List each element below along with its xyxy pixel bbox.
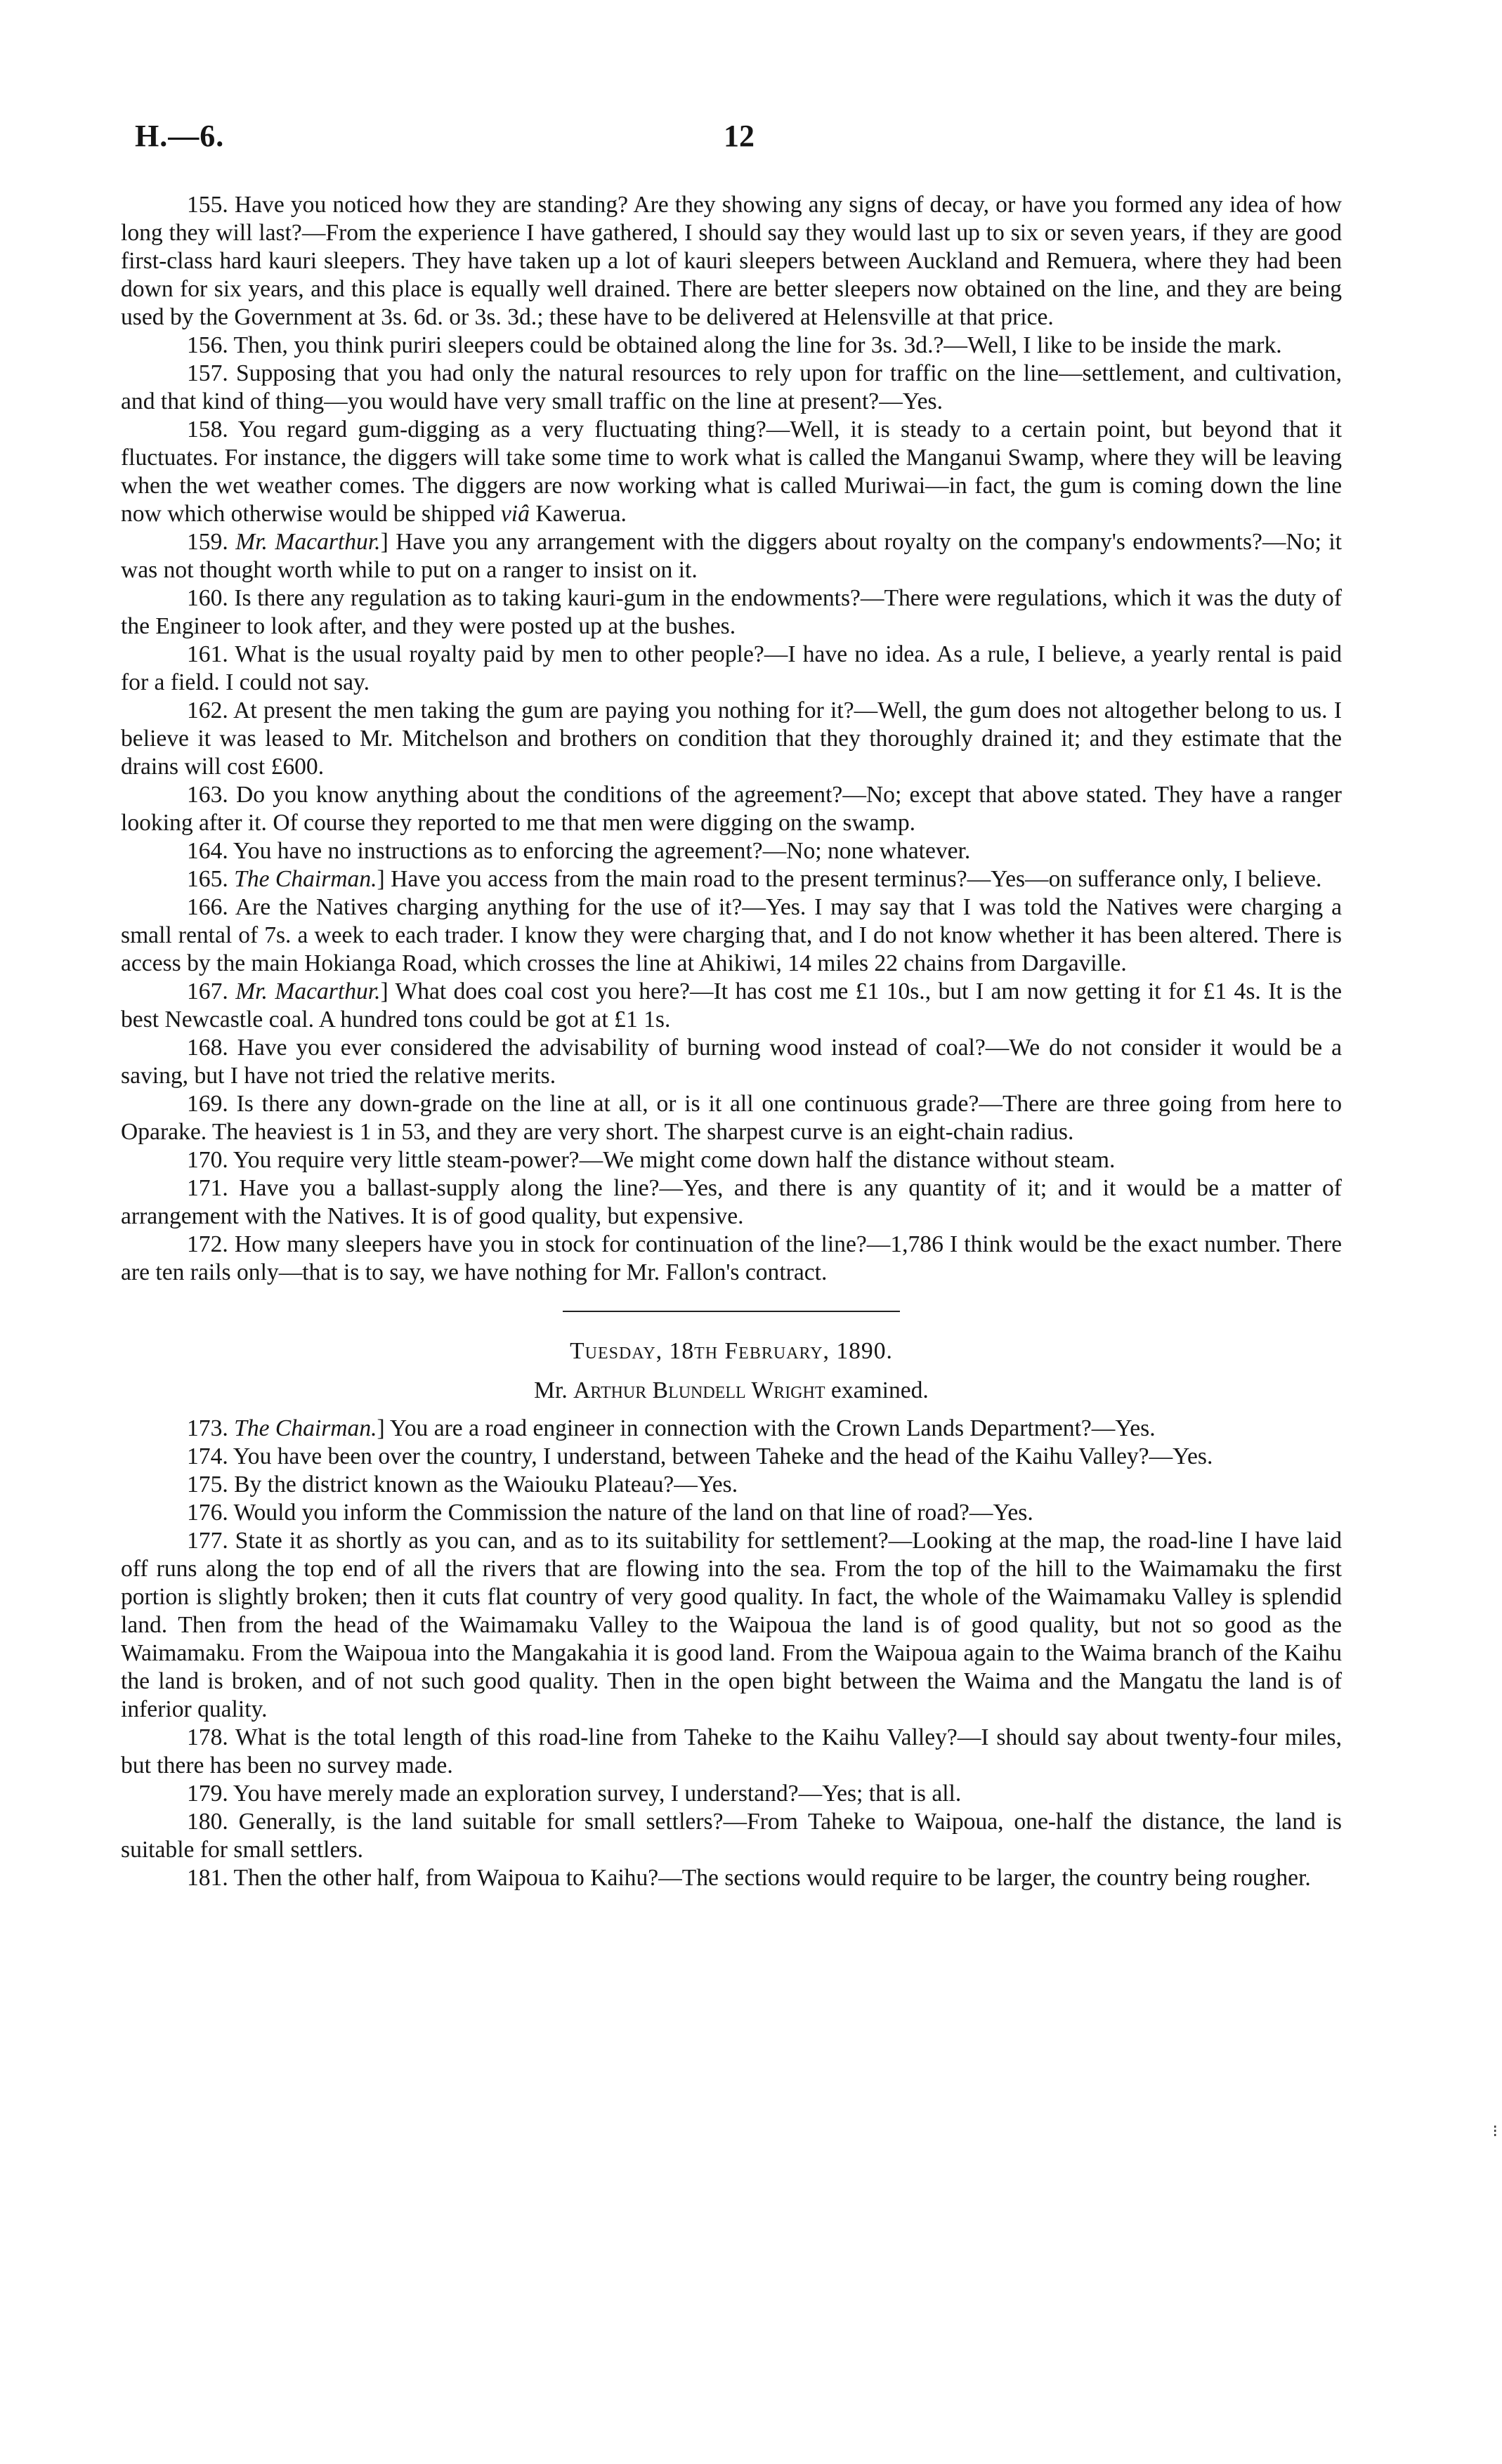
speaker-name: Mr. Macarthur. — [235, 529, 381, 555]
paragraph-165-number: 165. — [187, 866, 235, 892]
paragraph-174: 174. You have been over the country, I understand, between Taheke and the head of the Kaihu Valley?—Yes. — [187, 1443, 1213, 1469]
speaker-name: Mr. Macarthur. — [235, 978, 381, 1004]
paragraph-158-end: Kawerua. — [529, 501, 627, 527]
paragraph-158-italic: viâ — [500, 501, 530, 527]
paragraph-156: 156. Then, you think puriri sleepers could be obtained along the line for 3s. 3d.?—Well, I like to be inside the mark. — [187, 332, 1282, 358]
page-number: 12 — [724, 119, 755, 153]
witness-suffix: examined. — [825, 1377, 929, 1403]
paragraph-178: 178. What is the total length of this road-line from Taheke to the Kaihu Valley?—I should say about twenty-four miles, but there has been no survey made. — [121, 1724, 1342, 1778]
speaker-name: The Chairman. — [234, 866, 377, 892]
paragraph-170: 170. You require very little steam-power?—We might come down half the distance without steam. — [187, 1147, 1116, 1173]
paragraph-172: 172. How many sleepers have you in stock for continuation of the line?—1,786 I think would be the exact number. There are ten rails only—that is to say, we have nothing for Mr. Fallon's contract. — [121, 1231, 1342, 1285]
document-reference: H.—6. — [135, 119, 225, 153]
paragraph-162: 162. At present the men taking the gum are paying you nothing for it?—Well, the gum does not altogether belong to us. I believe it was leased to Mr. Mitchelson and brothers on condition that they thoroughly drained it; and they estimate that the drains will cost £600. — [121, 697, 1342, 780]
section-divider — [563, 1311, 900, 1312]
paragraph-173 — [121, 1415, 1342, 1443]
paragraph-160: 160. Is there any regulation as to taking kauri-gum in the endowments?—There were regulations, which it was the duty of the Engineer to look after, and they were posted up at the bushes. — [121, 585, 1342, 639]
page-header — [135, 118, 1301, 167]
paragraph-166: 166. Are the Natives charging anything for the use of it?—Yes. I may say that I was told the Natives were charging a small rental of 7s. a week to each trader. I know they were charging that, and I do not know whether it has been altered. There is access by the main Hokianga Road, which crosses the line at Ahikiwi, 14 miles 22 chains from Dargaville. — [121, 894, 1342, 976]
paragraph-161: 161. What is the usual royalty paid by men to other people?—I have no idea. As a rule, I believe, a yearly rental is paid for a field. I could not say. — [121, 641, 1342, 695]
paragraph-158-text: 158. You regard gum-digging as a very fluctuating thing?—Well, it is steady to a certain point, but beyond that it fluctuates. For instance, the diggers will take some time to work what is called the Manganui Swamp, where they will be leaving when the wet weather comes. The diggers are now working what is called Muriwai—in fact, the gum is coming down the line now which otherwise would be shipped — [121, 417, 1342, 527]
paragraph-179: 179. You have merely made an exploration survey, I understand?—Yes; that is all. — [187, 1781, 962, 1807]
paragraph-155: 155. Have you noticed how they are standing? Are they showing any signs of decay, or have you formed any idea of how long they will last?—From the experience I have gathered, I should say they would last up to six or seven years, if they are good first-class hard kauri sleepers. They have taken up a lot of kauri sleepers between Auckland and Remuera, where they had been down for six years, and this place is equally well drained. There are better sleepers now obtained on the line, and they are being used by the Government at 3s. 6d. or 3s. 3d.; these have to be delivered at Helensville at that price. — [121, 192, 1342, 330]
paragraph-173-number: 173. — [187, 1415, 235, 1441]
paragraph-167 — [121, 978, 1342, 1034]
paragraph-168: 168. Have you ever considered the advisability of burning wood instead of coal?—We do not consider it would be a saving, but I have not tried the relative merits. — [121, 1035, 1342, 1089]
paragraph-175: 175. By the district known as the Waiouku Plateau?—Yes. — [187, 1472, 738, 1498]
paragraph-159 — [121, 528, 1342, 584]
speaker-name: The Chairman. — [234, 1415, 377, 1441]
witness-heading — [121, 1377, 1342, 1405]
paragraph-169: 169. Is there any down-grade on the line at all, or is it all one continuous grade?—There are three going from here to Oparake. The heaviest is 1 in 53, and they are very short. The sharpest curve is an eight-chain radius. — [121, 1091, 1342, 1145]
paragraph-157: 157. Supposing that you had only the natural resources to rely upon for traffic on the line—settlement, and cultivation, and that kind of thing—you would have very small traffic on the line at present?—Yes. — [121, 360, 1342, 414]
paragraph-176: 176. Would you inform the Commission the nature of the land on that line of road?—Yes. — [187, 1500, 1033, 1526]
margin-mark: ⁝ — [1492, 2123, 1498, 2141]
paragraph-159-number: 159. — [187, 529, 236, 555]
witness-title: Mr. — [534, 1377, 574, 1403]
paragraph-181: 181. Then the other half, from Waipoua to Kaihu?—The sections would require to be larger, the country being rougher. — [187, 1865, 1311, 1891]
paragraph-159-text: ] Have you any arrangement with the diggers about royalty on the company's endowments?—No; it was not thought worth while to put on a ranger to insist on it. — [121, 529, 1342, 583]
section-date: Tuesday, 18th February, 1890. — [570, 1338, 893, 1364]
paragraph-177: 177. State it as shortly as you can, and as to its suitability for settlement?—Looking at the map, the road-line I have laid off runs along the top end of all the rivers that are flowing into the sea. From the top of the hill to the Waimamaku the first portion is slightly broken; then it cuts flat country of very good quality. In fact, the whole of the Waimamaku Valley is splendid land. Then from the head of the Waimamaku Valley to the Waipoua the land is of good quality, but not so good as the Waimamaku. From the Waipoua into the Mangakahia it is good land. From the Waipoua again to the Waima branch of the Kaihu the land is broken, and of not such good quality. Then in the open bight between the Waima and the Mangatu the land is of inferior quality. — [121, 1528, 1342, 1722]
paragraph-165 — [121, 865, 1342, 893]
paragraph-158 — [121, 416, 1342, 528]
paragraph-171: 171. Have you a ballast-supply along the line?—Yes, and there is any quantity of it; and it would be a matter of arrangement with the Natives. It is of good quality, but expensive. — [121, 1175, 1342, 1229]
paragraph-167-text: ] What does coal cost you here?—It has cost me £1 10s., but I am now getting it for £1 4s. It is the best Newcastle coal. A hundred tons could be got at £1 1s. — [121, 978, 1343, 1033]
witness-name: Arthur Blundell Wright — [573, 1377, 825, 1403]
paragraph-180: 180. Generally, is the land suitable for small settlers?—From Taheke to Waipoua, one-half the distance, the land is suitable for small settlers. — [121, 1809, 1342, 1863]
paragraph-165-text: ] Have you access from the main road to the present terminus?—Yes—on sufferance only, I believe. — [377, 866, 1322, 892]
paragraph-163: 163. Do you know anything about the conditions of the agreement?—No; except that above stated. They have a ranger looking after it. Of course they reported to me that men were digging on the swamp. — [121, 782, 1342, 836]
paragraph-167-number: 167. — [187, 978, 236, 1004]
paragraph-173-text: ] You are a road engineer in connection with the Crown Lands Department?—Yes. — [377, 1415, 1156, 1441]
document-body — [121, 191, 1342, 1892]
paragraph-164: 164. You have no instructions as to enforcing the agreement?—No; none whatever. — [187, 838, 971, 864]
